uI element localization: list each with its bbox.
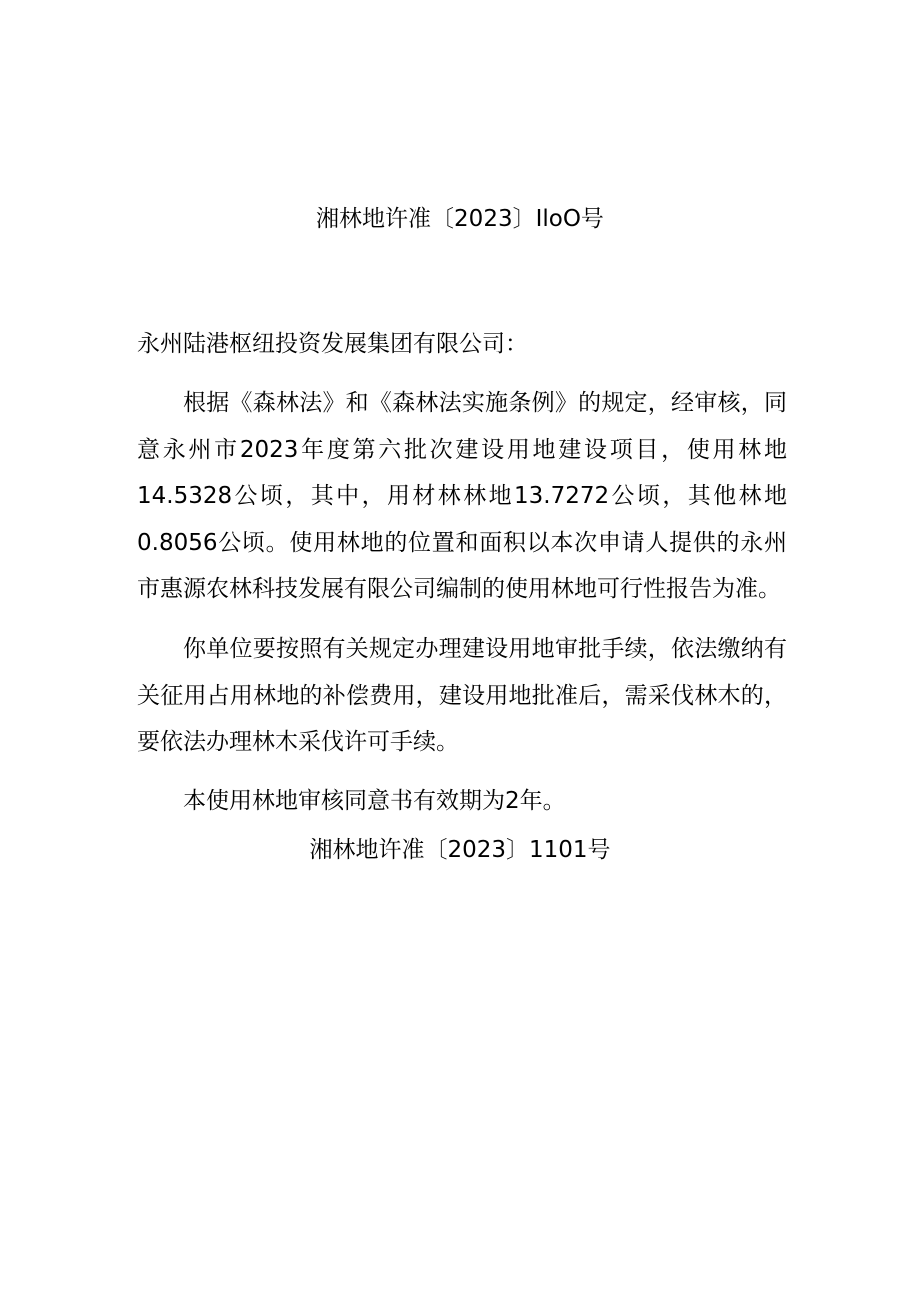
recipient-line: 永州陆港枢纽投资发展集团有限公司： [137,331,528,357]
body-paragraph-approval: 根据《森林法》和《森林法实施条例》的规定，经审核，同意永州市2023年度第六批次建设用地建设项目，使用林地14.5328公顷，其中，用材林林地13.7272公顷，其他林地0.8056公顷。使用林地的位置和面积以本次申请人提供的永州市惠源农林科技发展有限公司编制的使用林地可行性报告为准。 [137,390,787,602]
body-paragraph-validity: 本使用林地审核同意书有效期为2年。 [183,788,566,814]
document-number-header: 湘林地许准〔2023〕IloO号 [316,206,604,232]
document-number-footer: 湘林地许准〔2023〕1101号 [309,837,611,863]
body-paragraph-procedures: 你单位要按照有关规定办理建设用地审批手续，依法缴纳有关征用占用林地的补偿费用，建设用地批准后，需采伐林木的，要依法办理林木采伐许可手续。 [137,636,787,755]
